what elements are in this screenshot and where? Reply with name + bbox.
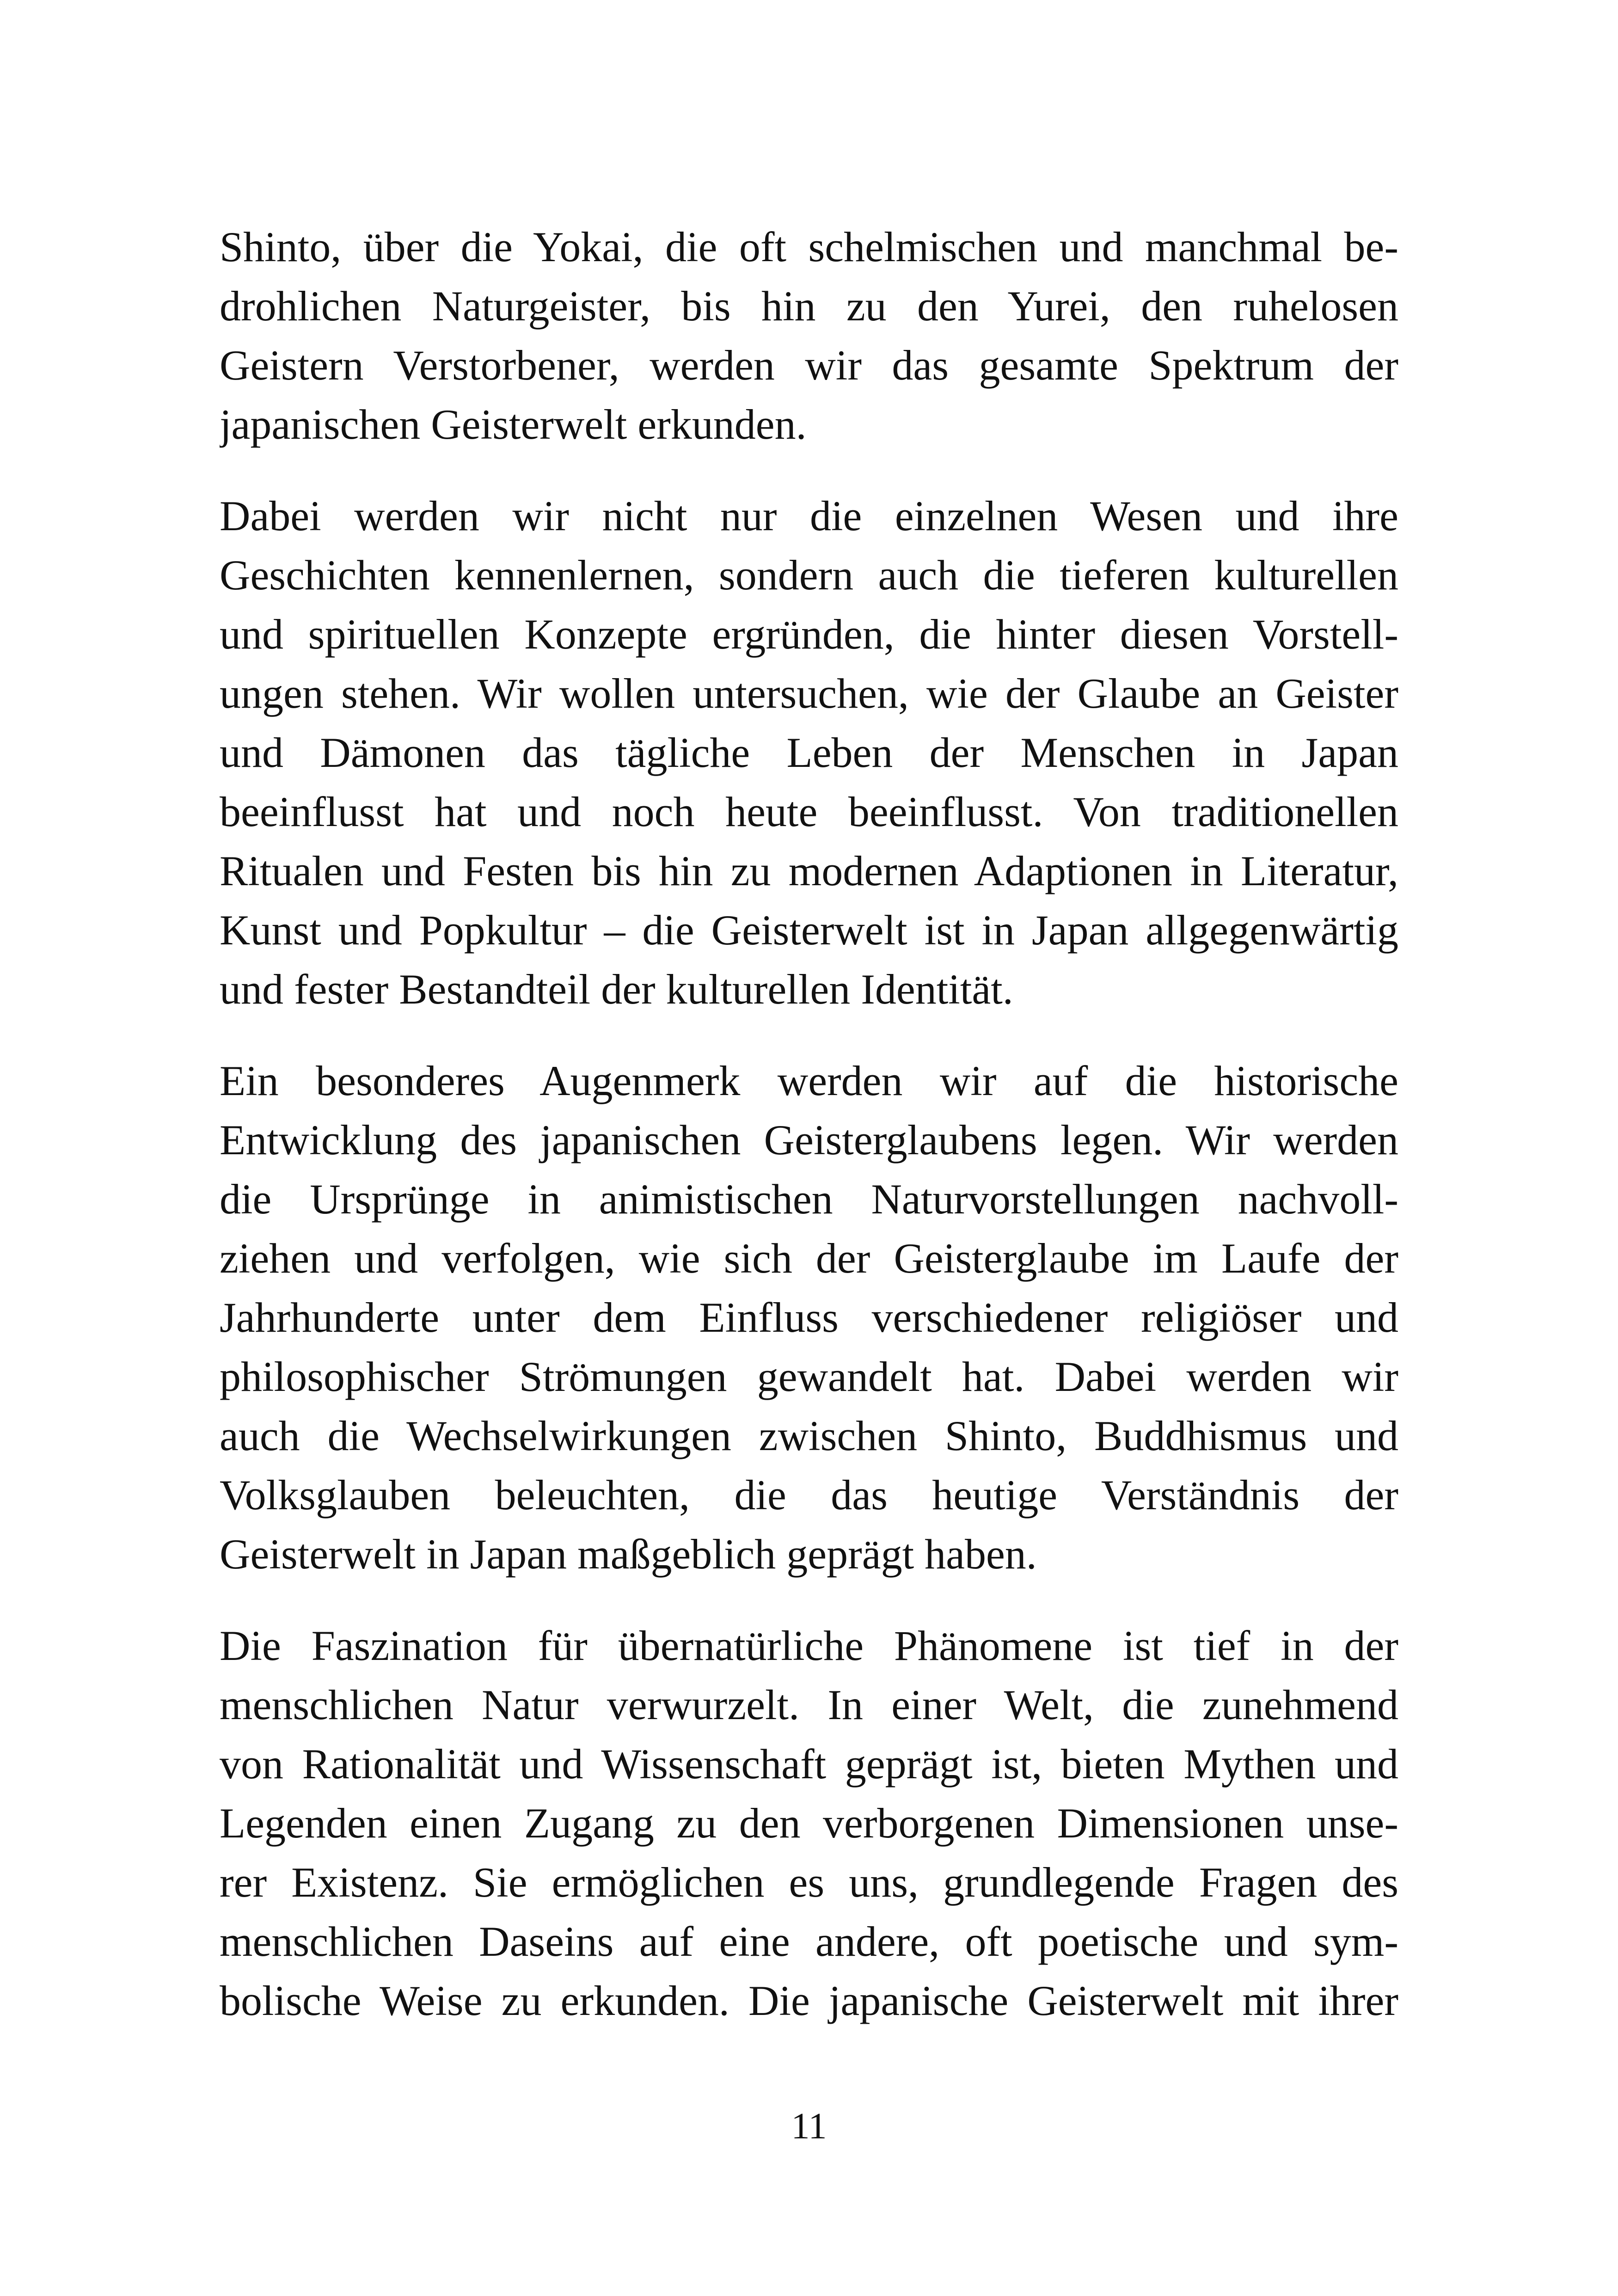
paragraph-3 <box>220 1051 1398 1584</box>
text-line: menschlichen Daseins auf eine andere, oft poetische und sym- <box>220 1918 1398 1965</box>
text-line: Volksglauben beleuchten, die das heutige Verständnis der <box>220 1471 1398 1518</box>
text-line: Geisterwelt in Japan maßgeblich geprägt haben. <box>220 1531 1037 1578</box>
paragraph-gap <box>220 454 1398 486</box>
body-text <box>220 217 1398 2030</box>
text-line: menschlichen Natur verwurzelt. In einer Welt, die zunehmend <box>220 1681 1398 1728</box>
text-line: Geistern Verstorbener, werden wir das gesamte Spektrum der <box>220 342 1398 389</box>
page-number: 11 <box>791 2106 827 2147</box>
text-line: und fester Bestandteil der kulturellen Identität. <box>220 966 1013 1013</box>
text-line: Dabei werden wir nicht nur die einzelnen Wesen und ihre <box>220 492 1398 539</box>
text-line: und spirituellen Konzepte ergründen, die hinter diesen Vorstell- <box>220 611 1398 658</box>
text-line: Legenden einen Zugang zu den verborgenen Dimensionen unse- <box>220 1800 1398 1847</box>
text-line: Die Faszination für übernatürliche Phänomene ist tief in der <box>220 1622 1398 1669</box>
text-line: drohlichen Naturgeister, bis hin zu den Yurei, den ruhelosen <box>220 282 1398 330</box>
text-line: von Rationalität und Wissenschaft geprägt ist, bieten Mythen und <box>220 1740 1398 1788</box>
text-line: bolische Weise zu erkunden. Die japanische Geisterwelt mit ihrer <box>220 1977 1398 2024</box>
paragraph-2 <box>220 486 1398 1019</box>
text-line: japanischen Geisterwelt erkunden. <box>220 401 807 448</box>
text-line: Entwicklung des japanischen Geisterglaubens legen. Wir werden <box>220 1116 1398 1163</box>
paragraph-gap <box>220 1019 1398 1051</box>
text-line: Ein besonderes Augenmerk werden wir auf die historische <box>220 1057 1398 1104</box>
text-line: Kunst und Popkultur – die Geisterwelt ist in Japan allgegenwärtig <box>220 906 1398 954</box>
text-line: Shinto, über die Yokai, die oft schelmischen und manchmal be- <box>220 223 1398 270</box>
paragraph-1 <box>220 217 1398 454</box>
text-line: ungen stehen. Wir wollen untersuchen, wie der Glaube an Geister <box>220 670 1398 717</box>
text-line: Geschichten kennenlernen, sondern auch die tieferen kulturellen <box>220 551 1398 599</box>
paragraph-4 <box>220 1616 1398 2030</box>
text-line: die Ursprünge in animistischen Naturvorstellungen nachvoll- <box>220 1176 1398 1223</box>
text-line: philosophischer Strömungen gewandelt hat. Dabei werden wir <box>220 1353 1398 1400</box>
text-line: Jahrhunderte unter dem Einfluss verschiedener religiöser und <box>220 1294 1398 1341</box>
text-line: und Dämonen das tägliche Leben der Menschen in Japan <box>220 729 1398 776</box>
text-line: auch die Wechselwirkungen zwischen Shinto, Buddhismus und <box>220 1412 1398 1459</box>
text-line: rer Existenz. Sie ermöglichen es uns, grundlegende Fragen des <box>220 1859 1398 1906</box>
text-line: Ritualen und Festen bis hin zu modernen Adaptionen in Literatur, <box>220 847 1398 894</box>
text-line: beeinflusst hat und noch heute beeinflusst. Von traditionellen <box>220 788 1398 835</box>
text-line: ziehen und verfolgen, wie sich der Geisterglaube im Laufe der <box>220 1235 1398 1282</box>
paragraph-gap <box>220 1584 1398 1616</box>
